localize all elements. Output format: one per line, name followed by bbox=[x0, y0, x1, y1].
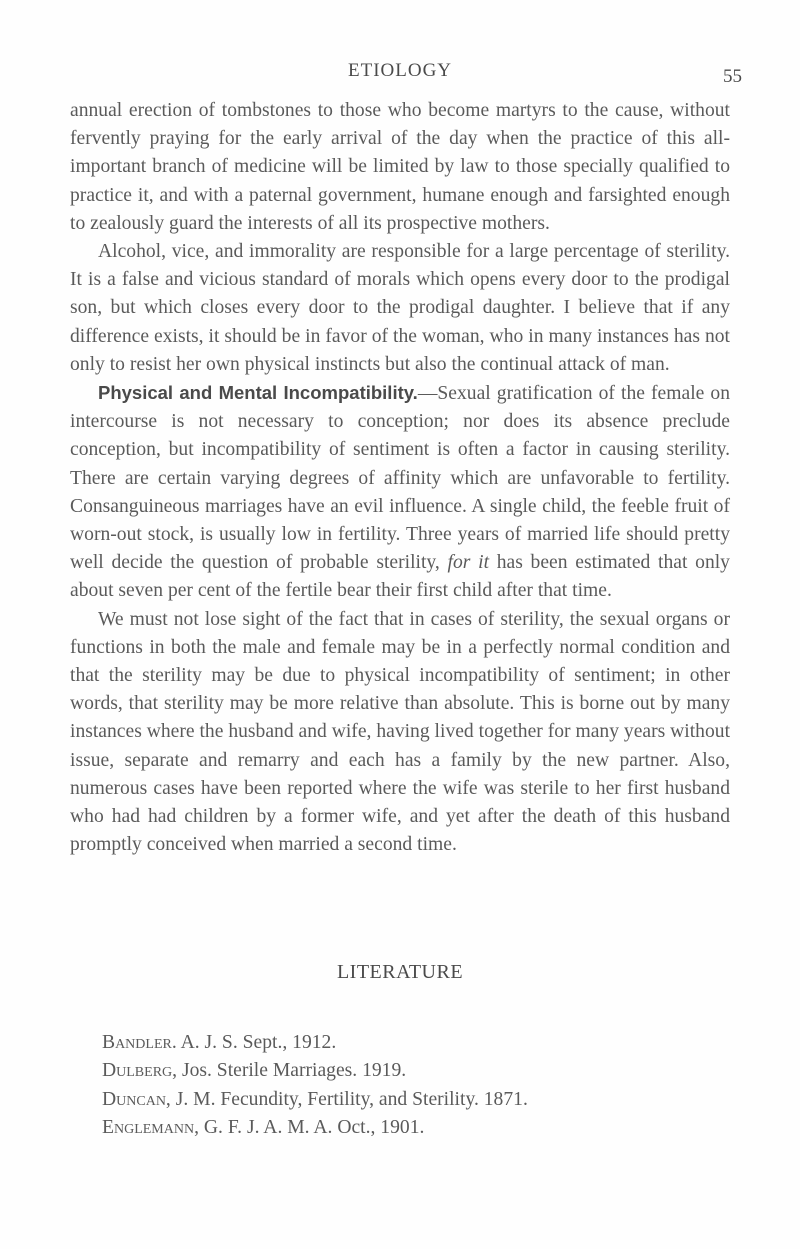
reference-details: A. J. S. Sept., 1912. bbox=[176, 1032, 337, 1053]
paragraph-continued: annual erection of tombstones to those who become martyrs to the cause, without fervently praying for the early arrival of the day when the practice of this all-important branch of medicine will be limited by law to those specially qualified to practice it, and with a paternal government, humane enough and farsighted enough to zealously guard the interests of all its prospective mothers. bbox=[70, 100, 730, 234]
reference-list bbox=[102, 1029, 742, 1143]
em-dash: — bbox=[417, 383, 438, 405]
reference-author: Dulberg, bbox=[102, 1060, 178, 1082]
body-text bbox=[70, 97, 730, 859]
reference-item bbox=[102, 1029, 742, 1057]
paragraph-text: Sexual gratification of the female on intercourse is not necessary to conception; nor does its absence preclude conception, but incompatibility of sentiment is often a factor in causing sterility. There are certain varying degrees of affinity which are unfavorable to fertility. Consanguineous marriages have an evil influence. A single child, the feeble fruit of worn-out stock, is usually low in fertility. Three years of married life should pretty well decide the question of probable sterility, bbox=[70, 383, 730, 574]
literature-heading: LITERATURE bbox=[336, 961, 464, 983]
reference-item bbox=[102, 1086, 742, 1114]
reference-author: Duncan, bbox=[102, 1088, 171, 1110]
reference-details: J. M. Fecundity, Fertility, and Sterility. 1871. bbox=[170, 1088, 528, 1110]
italic-phrase: for it bbox=[447, 552, 490, 574]
paragraph-relative-sterility: We must not lose sight of the fact that in cases of sterility, the sexual organs or functions in both the male and female may be in a perfectly normal condition and that the sterility may be due to physical incompatibility of sentiment; in other words, that sterility may be more relative than absolute. This is borne out by many instances where the husband and wife, having lived together for many years without issue, separate and remarry and each has a family by the new partner. Also, numerous cases have been reported where the wife was sterile to her first husband who had had children by a former wife, and yet after the death of this husband promptly conceived when married a second time. bbox=[70, 608, 731, 856]
reference-item bbox=[102, 1114, 742, 1142]
paragraph-text: has been estimated that only about seven per cent of the fertile bear their first child after that time. bbox=[70, 552, 730, 602]
paragraph-incompatibility bbox=[70, 379, 730, 606]
reference-details: G. F. J. A. M. A. Oct., 1901. bbox=[198, 1117, 425, 1139]
page-number: 55 bbox=[723, 66, 742, 87]
run-in-heading: Physical and Mental Incompatibility. bbox=[98, 382, 418, 404]
running-head: ETIOLOGY bbox=[347, 60, 453, 81]
reference-item bbox=[102, 1057, 742, 1085]
reference-author: Bandler. bbox=[102, 1032, 177, 1053]
paragraph-alcohol: Alcohol, vice, and immorality are responsible for a large percentage of sterility. It is a false and vicious standard of morals which opens every door to the prodigal son, but which closes every door to the prodigal daughter. I believe that if any difference exists, it should be in favor of the woman, who in many instances has not only to resist her own physical instincts but also the continual attack of man. bbox=[70, 241, 730, 375]
reference-details: Jos. Sterile Marriages. 1919. bbox=[177, 1060, 407, 1082]
page-header bbox=[0, 58, 800, 88]
reference-author: Englemann, bbox=[102, 1117, 199, 1139]
